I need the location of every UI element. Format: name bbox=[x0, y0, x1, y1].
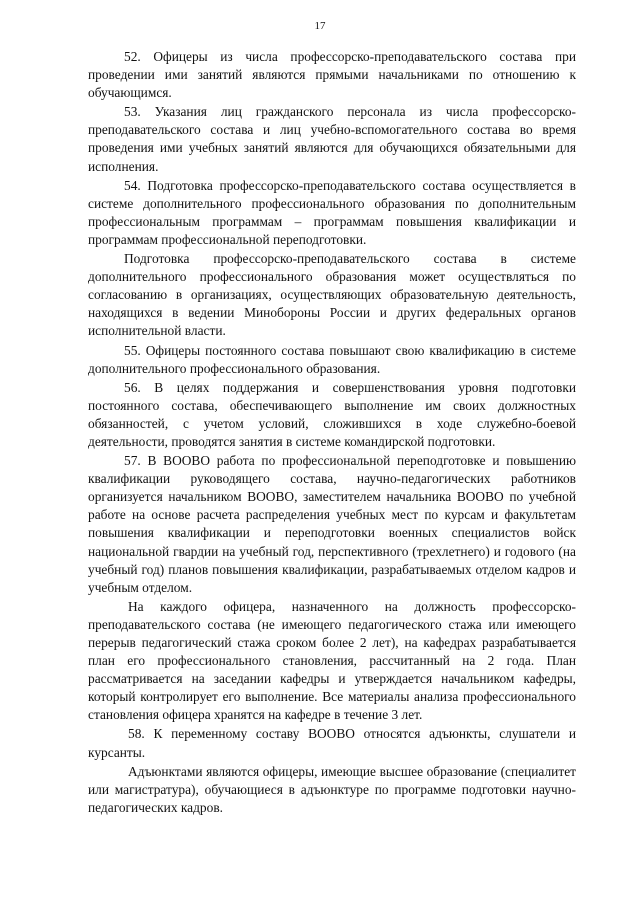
paragraph-58-continued: Адъюнктами являются офицеры, имеющие высшее образование (специалитет или магистратура), обучающиеся в адъюнктуре по программе подготовки научно-педагогических кадров. bbox=[88, 763, 576, 815]
paragraph-52: 52. Офицеры из числа профессорско-преподавательского состава при проведении ими занятий являются прямыми начальниками по отношению к обучающимся. bbox=[88, 49, 576, 101]
paragraph-53: 53. Указания лиц гражданского персонала из числа профессорско-преподавательского состава и лиц учебно-вспомогательного состава во время проведения ими учебных занятий являются для обучающихся обязательными для исполнения. bbox=[88, 104, 576, 174]
paragraph-55: 55. Офицеры постоянного состава повышают свою квалификацию в системе дополнительного профессионального образования. bbox=[88, 342, 576, 376]
paragraph-58: 58. К переменному составу ВООВО относятся адъюнкты, слушатели и курсанты. bbox=[88, 726, 576, 760]
paragraph-57: 57. В ВООВО работа по профессиональной переподготовке и повышению квалификации руководящего состава, научно-педагогических работников организуется начальником ВООВО, заместителем начальника ВООВО по учебной работе на основе расчета распределения учебных мест по курсам и факультетам повышения квалификации и переподготовки военных специалистов войск национальной гвардии на учебный год, перспективного (трехлетнего) и годового (на учебный год) планов повышения квалификации, разрабатываемых отделом кадров и учебным отделом. bbox=[88, 453, 576, 595]
paragraph-54: 54. Подготовка профессорско-преподавательского состава осуществляется в системе дополнительного профессионального образования по дополнительным профессиональным программам – программам повышения квалификации и программам профессиональной переподготовки. bbox=[88, 177, 576, 247]
paragraph-57-continued: На каждого офицера, назначенного на должность профессорско-преподавательского состава (не имеющего педагогического стажа или имеющего перерыв педагогический стажа сроком более 2 лет), на кафедрах разрабатывается план его профессионального становления, рассчитанный на 2 года. План рассматривается на заседании кафедры и утверждается начальником кафедры, который контролирует его выполнение. Все материалы анализа профессионального становления офицера хранятся на кафедре в течение 3 лет. bbox=[88, 598, 576, 723]
paragraph-54-continued: Подготовка профессорско-преподавательского состава в системе дополнительного профессионального образования может осуществляться по согласованию в организациях, осуществляющих образовательную деятельность, находящихся в ведении Минобороны России и других федеральных органов исполнительной власти. bbox=[88, 251, 576, 339]
document-body bbox=[88, 48, 576, 818]
page-number: 17 bbox=[314, 20, 326, 32]
paragraph-56: 56. В целях поддержания и совершенствования уровня подготовки постоянного состава, обеспечивающего выполнение им своих должностных обязанностей, с учетом условий, сложившихся в ходе служебно-боевой деятельности, проводятся занятия в системе командирской подготовки. bbox=[88, 379, 576, 449]
